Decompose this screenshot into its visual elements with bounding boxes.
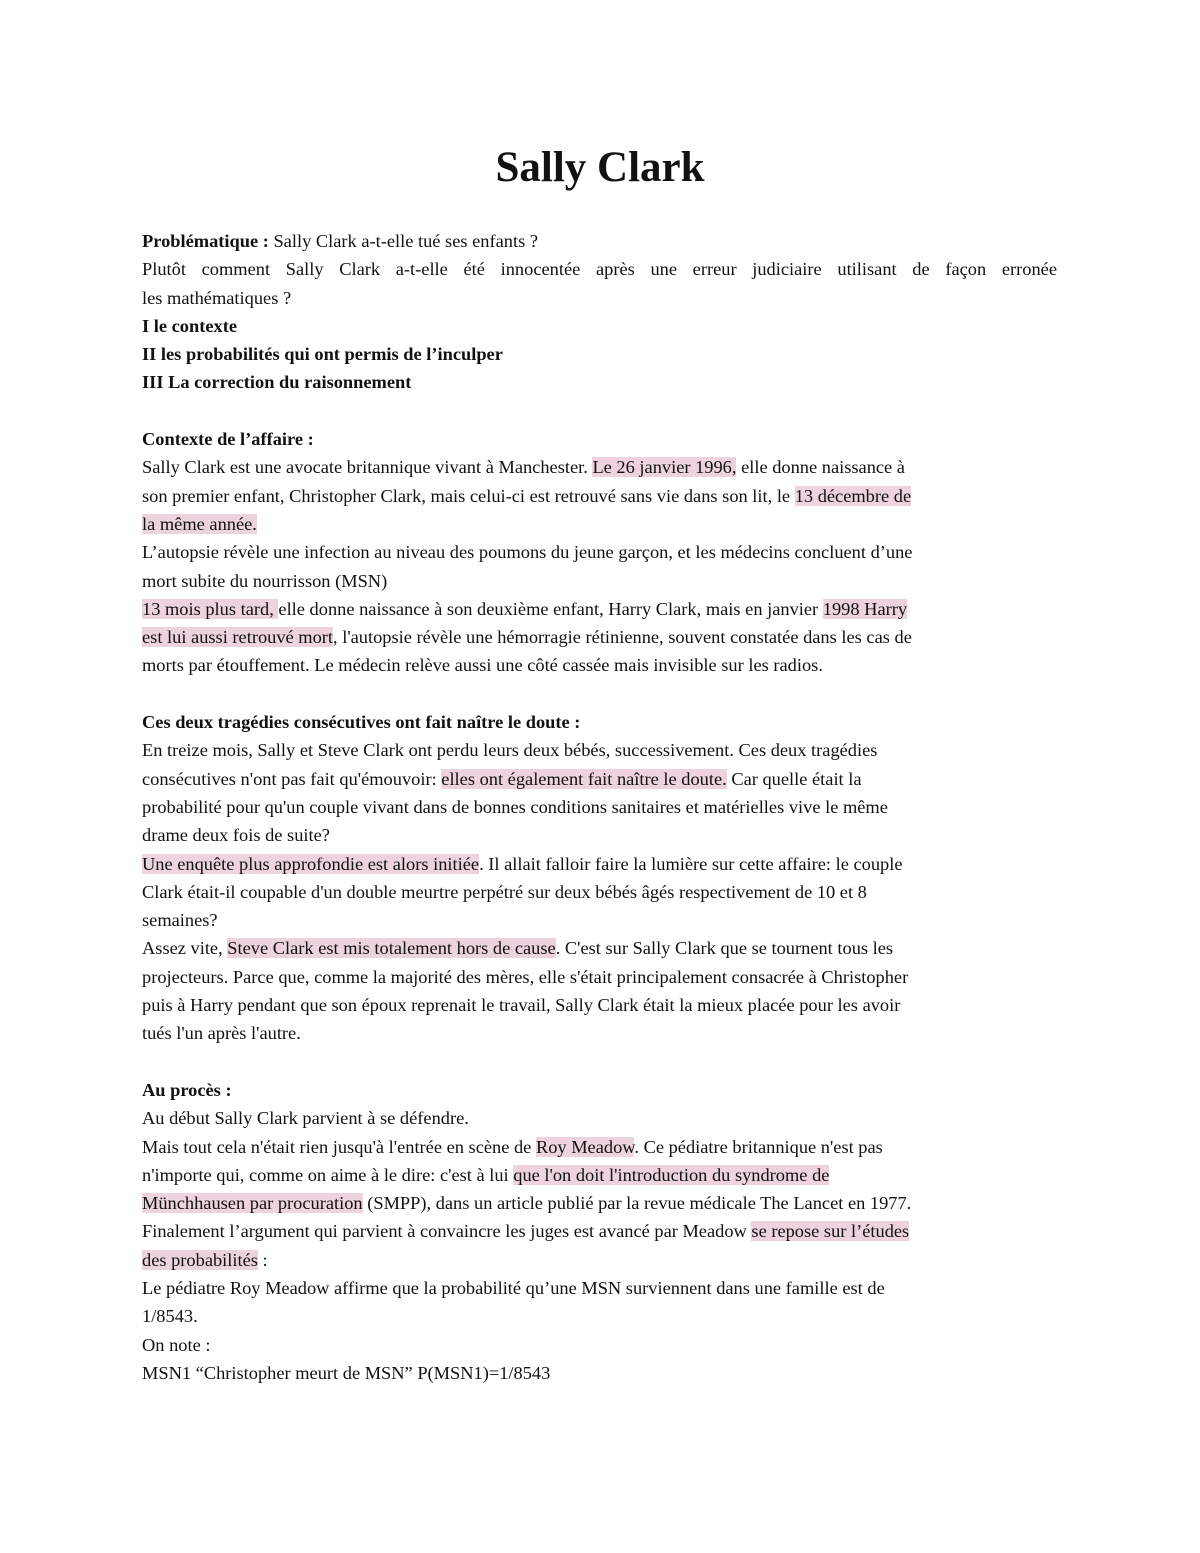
highlight: 1998 Harry bbox=[822, 598, 908, 619]
section-heading-doute bbox=[142, 708, 1057, 736]
doute-line-11: tués l'un après l'autre. bbox=[142, 1023, 301, 1044]
document-title: Sally Clark bbox=[495, 144, 705, 191]
proces-line-1: Au début Sally Clark parvient à se défendre. bbox=[142, 1108, 469, 1129]
highlight: Steve Clark est mis totalement hors de cause bbox=[227, 938, 556, 959]
contexte-text: elle donne naissance à bbox=[736, 457, 905, 478]
highlight: des probabilités bbox=[142, 1249, 258, 1270]
contexte-text: son premier enfant, Christopher Clark, mais celui-ci est retrouvé sans vie dans son lit, le bbox=[142, 485, 795, 506]
contexte-line-4: L’autopsie révèle une infection au niveau des poumons du jeune garçon, et les médecins concluent d’une bbox=[142, 542, 913, 563]
doute-line-5 bbox=[142, 850, 1057, 878]
doute-heading: Ces deux tragédies consécutives ont fait naître le doute : bbox=[142, 712, 581, 733]
contexte-text: Sally Clark est une avocate britannique vivant à Manchester. bbox=[142, 457, 593, 478]
problem-text: Sally Clark a-t-elle tué ses enfants ? bbox=[268, 231, 538, 251]
doute-text: . Il allait falloir faire la lumière sur cette affaire: le couple bbox=[479, 853, 903, 874]
proces-text: Finalement l’argument qui parvient à convaincre les juges est avancé par Meadow bbox=[142, 1221, 752, 1242]
contexte-text: , l'autopsie révèle une hémorragie rétinienne, souvent constatée dans les cas de bbox=[333, 627, 912, 648]
highlight: Le 26 janvier 1996, bbox=[592, 457, 737, 478]
doute-line-2 bbox=[142, 765, 1057, 793]
contexte-line-1 bbox=[142, 453, 1057, 481]
spacer bbox=[142, 397, 1057, 425]
doute-line-8 bbox=[142, 934, 1057, 962]
plan-item-1-text: I le contexte bbox=[142, 315, 237, 336]
contexte-line-7 bbox=[142, 623, 1057, 651]
doute-text: . C'est sur Sally Clark que se tournent tous les bbox=[555, 938, 894, 959]
proces-text: : bbox=[257, 1249, 268, 1270]
plan-item-2 bbox=[142, 340, 1057, 368]
plan-item-3-text: III La correction du raisonnement bbox=[142, 372, 412, 393]
proces-line-9: On note : bbox=[142, 1334, 211, 1355]
highlight: que l'on doit l'introduction du syndrome de bbox=[513, 1164, 830, 1185]
proces-line-2 bbox=[142, 1133, 1057, 1161]
doute-line-1: En treize mois, Sally et Steve Clark ont perdu leurs deux bébés, successivement. Ces deux tragédies bbox=[142, 740, 878, 761]
highlight: se repose sur l’études bbox=[751, 1221, 910, 1242]
plan-item-1 bbox=[142, 312, 1057, 340]
problem-line bbox=[142, 227, 1057, 255]
doute-line-7: semaines? bbox=[142, 910, 218, 931]
highlight: est lui aussi retrouvé mort bbox=[142, 627, 334, 648]
doute-line-6: Clark était-il coupable d'un double meurtre perpétré sur deux bébés âgés respectivement de 10 et 8 bbox=[142, 881, 867, 902]
spacer bbox=[142, 680, 1057, 708]
section-heading-proces bbox=[142, 1076, 1057, 1104]
proces-line-10: MSN1 “Christopher meurt de MSN” P(MSN1)=1/8543 bbox=[142, 1362, 551, 1383]
document-body bbox=[142, 227, 1057, 1387]
doute-line-10: puis à Harry pendant que son époux reprenait le travail, Sally Clark était la mieux placée pour les avoir bbox=[142, 995, 901, 1016]
highlight: elles ont également fait naître le doute. bbox=[441, 768, 727, 789]
contexte-line-2 bbox=[142, 482, 1057, 510]
proces-line-7: Le pédiatre Roy Meadow affirme que la probabilité qu’une MSN surviennent dans une famille est de bbox=[142, 1277, 885, 1298]
contexte-line-6 bbox=[142, 595, 1057, 623]
spacer bbox=[142, 1048, 1057, 1076]
plan-item-3 bbox=[142, 368, 1057, 396]
proces-line-5 bbox=[142, 1217, 1057, 1245]
rephrase-line-1: Plutôt comment Sally Clark a-t-elle été innocentée après une erreur judiciaire utilisant de façon erronée bbox=[142, 259, 1057, 280]
proces-line-4 bbox=[142, 1189, 1057, 1217]
problem-label: Problématique : bbox=[142, 231, 269, 251]
proces-text: (SMPP), dans un article publié par la revue médicale The Lancet en 1977. bbox=[362, 1193, 912, 1214]
proces-line-3 bbox=[142, 1161, 1057, 1189]
proces-heading: Au procès : bbox=[142, 1079, 232, 1100]
contexte-line-8: morts par étouffement. Le médecin relève aussi une côté cassée mais invisible sur les radios. bbox=[142, 655, 823, 676]
doute-line-3: probabilité pour qu'un couple vivant dans de bonnes conditions sanitaires et matérielles vive le même bbox=[142, 796, 888, 817]
doute-text: consécutives n'ont pas fait qu'émouvoir: bbox=[142, 768, 442, 789]
doute-line-9: projecteurs. Parce que, comme la majorité des mères, elle s'était principalement consacrée à Christopher bbox=[142, 966, 909, 987]
contexte-text: elle donne naissance à son deuxième enfant, Harry Clark, mais en janvier bbox=[278, 598, 823, 619]
contexte-line-3 bbox=[142, 510, 1057, 538]
highlight: 13 décembre de bbox=[794, 485, 912, 506]
contexte-line-5: mort subite du nourrisson (MSN) bbox=[142, 570, 388, 591]
highlight: Roy Meadow bbox=[535, 1136, 635, 1157]
proces-text: Mais tout cela n'était rien jusqu'à l'entrée en scène de bbox=[142, 1136, 536, 1157]
highlight: la même année. bbox=[142, 513, 257, 534]
doute-text: Car quelle était la bbox=[726, 768, 862, 789]
section-heading-contexte bbox=[142, 425, 1057, 453]
doute-line-4: drame deux fois de suite? bbox=[142, 825, 330, 846]
highlight: 13 mois plus tard, bbox=[142, 598, 279, 619]
highlight: Une enquête plus approfondie est alors initiée bbox=[142, 853, 480, 874]
proces-line-8: 1/8543. bbox=[142, 1306, 198, 1327]
highlight: Münchhausen par procuration bbox=[142, 1193, 363, 1214]
proces-line-6 bbox=[142, 1246, 1057, 1274]
rephrase-line-2: les mathématiques ? bbox=[142, 287, 292, 308]
contexte-heading: Contexte de l’affaire : bbox=[142, 429, 314, 450]
doute-text: Assez vite, bbox=[142, 938, 228, 959]
proces-text: . Ce pédiatre britannique n'est pas bbox=[634, 1136, 883, 1157]
proces-text: n'importe qui, comme on aime à le dire: c'est à lui bbox=[142, 1164, 514, 1185]
plan-item-2-text: II les probabilités qui ont permis de l’inculper bbox=[142, 344, 503, 365]
